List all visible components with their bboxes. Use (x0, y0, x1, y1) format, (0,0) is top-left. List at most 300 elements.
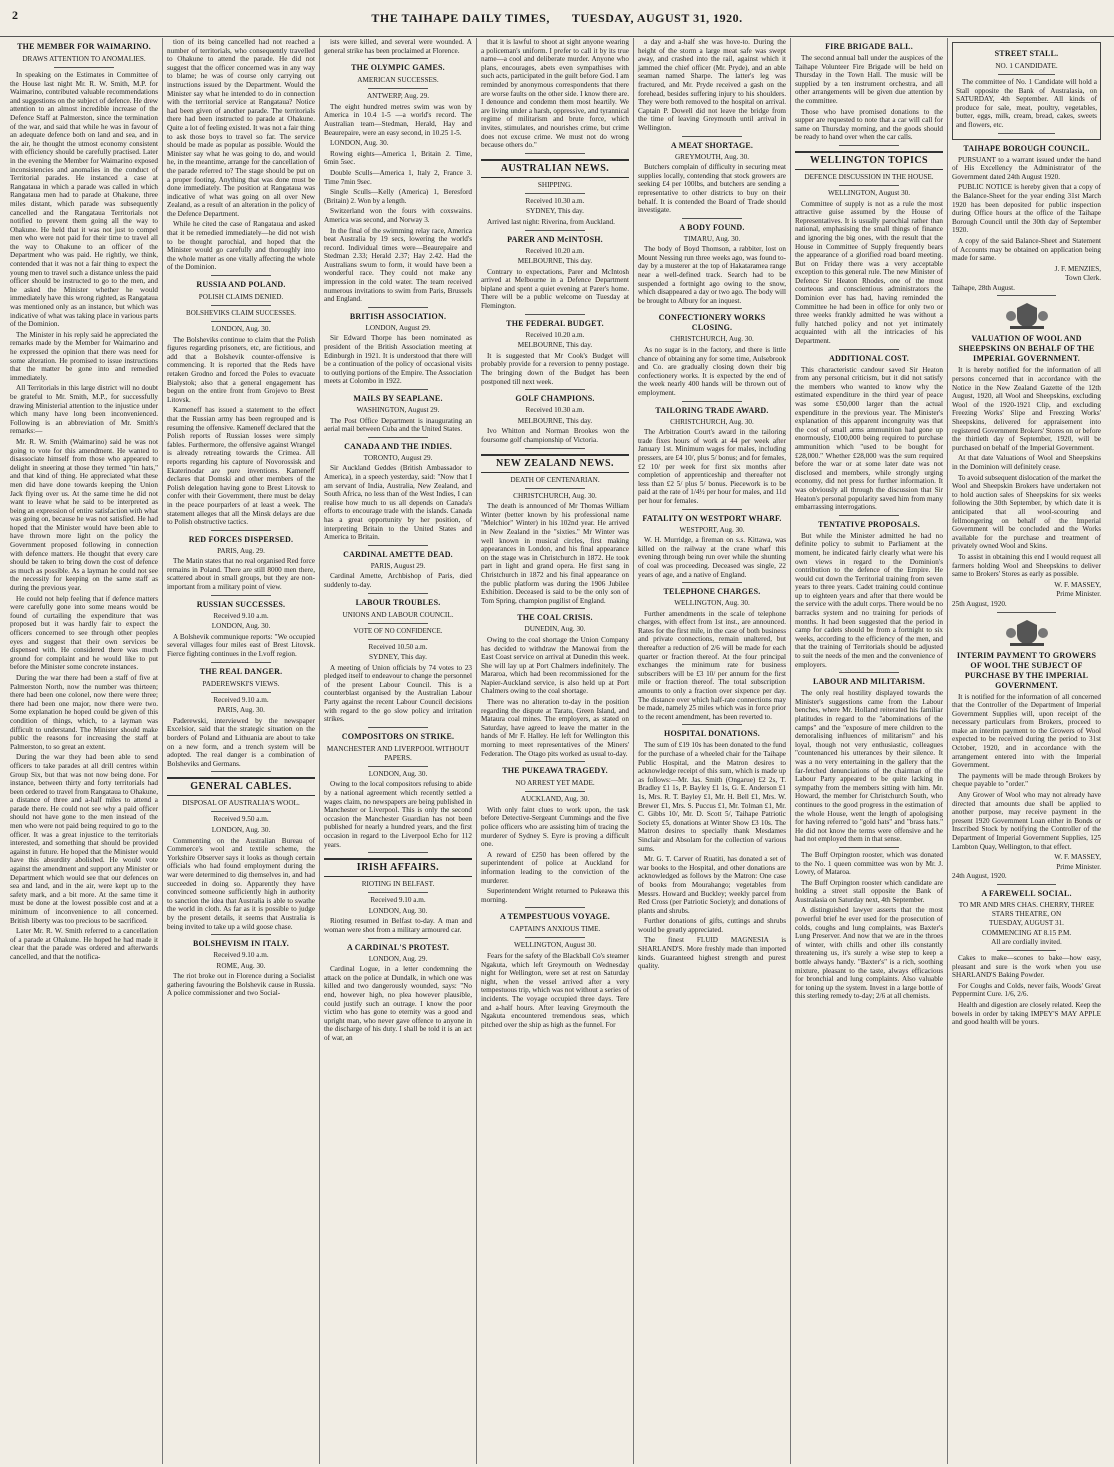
article-headline: THE FEDERAL BUDGET. (506, 318, 604, 328)
article-headline: AUSTRALIAN NEWS. (481, 159, 629, 178)
article-headline: BRITISH ASSOCIATION. (349, 311, 447, 321)
paragraph: During the war there had been a staff of five at Palmerston North, now the number was thirteen; there had been one colonel, now there were three; there had been one major, now there were two. Some explanation he hoped could be given of this condition of things, which, to a layman was difficult to understand. The Minister should make public the reasons for increasing the staff at Palmerston, to so great an extent. (10, 673, 158, 751)
received-time: Received 10.20 a.m. (525, 330, 585, 339)
masthead (0, 0, 1114, 37)
divider-rule (368, 938, 427, 939)
paragraph: It is hereby notified for the information of all persons concerned that in accordance with the Notice in the New Zealand Gazette of the 12th August, 1920, all Wool and Sheepskins, excluding Wool of the 1920-1921 Clip, and excluding Freezing Works' Slipe and Freezing Works' Sheepskins, delivered for appraisement into registered Government Brokers' Stores on or before the thirtieth day of September, 1920, will be purchased on behalf of the Imperial Government. (952, 366, 1101, 452)
divider-rule (368, 639, 427, 640)
paragraph: To avoid subsequent dislocation of the market the Wool and Sheepskin Brokers have undertaken not to hold auction sales of Sheepskins for six weeks following the 30th September, by which date it is anticipated that all wool-scouring and fellmongering on behalf of the Imperial Government will be concluded and the Works available for the purchase and treatment of privately owned Wool and Skins. (952, 473, 1102, 551)
divider-rule (525, 907, 584, 908)
dateline: WESTPORT, Aug. 30. (679, 525, 745, 534)
article (481, 38, 629, 154)
divider-rule (211, 595, 270, 596)
article-headline: THE MEMBER FOR WAIMARINO. (17, 42, 151, 51)
article-headline: TAILORING TRADE AWARD. (655, 405, 769, 415)
dateline: MELBOURNE, This day. (517, 416, 593, 425)
dateline: CHRISTCHURCH, Aug. 30. (513, 491, 597, 500)
article-headline: A TEMPESTUOUS VOYAGE. (500, 912, 610, 922)
paragraph: Cakes to make—scones to bake—how easy, pleasant and sure is the work when you use SHARLAND'S Baking Powder. (952, 953, 1101, 980)
divider-rule (368, 892, 427, 893)
paragraph: Owing to the coal shortage the Union Company has decided to withdraw the Manowai from the East Coast service on arrival at Dunedin this week. She will lay up at Port Chalmers indefinitely. The Mararoa, which had been recommissioned for the Napier-Auckland service, is also held up at Port Chalmers owing to the coal shortage. (481, 635, 629, 696)
article (952, 42, 1101, 140)
paragraph: Double Sculls—America 1, Italy 2, France 3. Time 7min 9sec. (324, 168, 472, 186)
signature: W. F. MASSEY, (1054, 580, 1101, 589)
paragraph: Ivo Whitton and Norman Brookes won the foursome golf championship of Victoria. (481, 427, 629, 444)
divider-rule (368, 852, 427, 853)
paragraph: The eight hundred metres swim was won by America in 10.4 1-5 —a world's record. The Australian team—Stedman, Herald, Hay and Beaurepaire, were an easy second, in 10.25 1-5. (324, 102, 472, 137)
paragraph: Any Grower of Wool who may not already have directed that amounts due shall be applied to another purpose, may receive payment in the present 1920 Government Loan either in Bonds or Inscribed Stock by notifying the Controller of the Department of Imperial Government Supplies, 125 Lambton Quay, Wellington, to that effect. (952, 791, 1101, 851)
received-time: Received 10.30 a.m. (525, 406, 585, 415)
article-headline: LABOUR AND MILITARISM. (812, 677, 926, 687)
dateline: CHRISTCHURCH, Aug. 30. (670, 417, 754, 426)
dateline: SYDNEY, This day. (369, 653, 427, 662)
paragraph: It is notified for the information of all concerned that the Controller of the Department of Imperial Government Supplies will, upon receipt of the necessary particulars from Brokers, proceed to make an interim payment to the Growers of Wool expected to be received during the period to 31st October, 1920, and in accordance with the arrangement entered into with the Imperial Government. (952, 692, 1101, 770)
paragraph: Switzerland won the fours with coxswains. America was second, and Norway 3. (324, 207, 472, 224)
dateline: LONDON, Aug. 30. (211, 622, 271, 631)
received-time: Received 9.10 a.m. (213, 695, 269, 704)
paragraph: The Buff Orpington rooster which candidate are holding a street stall opposite the Bank of Australasia on Saturday next, 4th September. (795, 878, 943, 904)
article (638, 141, 786, 219)
received-time: Received 10.50 a.m. (368, 642, 428, 651)
dateline: ANTWERP, Aug. 29. (366, 92, 430, 101)
paragraph: a day and a-half she was hove-to. During the height of the storm a large meat safe was swept away, and crashed into the rail, against which it jammed the chief officer (Mr. Pryde), and an able seaman named Sharpe. The latter's leg was fractured, and Mr. Pryde received a gash on the forehead, besides suffering injury to his shoulders. They were both removed to the hospital on arrival. Captain P. Dowell did not leave the bridge from the time of leaving Greymouth until arrival in Wellington. (638, 38, 786, 132)
divider-rule (839, 672, 898, 673)
divider-rule (211, 771, 270, 772)
dateline: LONDON, Aug. 29. (368, 954, 428, 963)
page-number: 2 (12, 8, 19, 22)
dateline: LONDON, Aug. 30. (368, 769, 428, 778)
article-subhead: VOTE OF NO CONFIDENCE. (353, 626, 443, 635)
paragraph: Cardinal Amette, Archbishop of Paris, died suddenly to-day. (324, 572, 472, 589)
paragraph: Sir Edward Thorpe has been nominated as president of the British Association meeting at Edinburgh in 1921. It is understood that there will be a continuation of the policy of occasional visits to outlying portions of the Empire. The Association meets at Colombo in 1922. (324, 334, 472, 386)
divider-rule (368, 593, 427, 594)
divider-rule (998, 74, 1054, 75)
article-headline: PARER AND McINTOSH. (507, 234, 603, 244)
paragraph: During the war they had been able to send officers to take parades at all drill centres within Group Six, but that was not now being done. For instance, between thirty and forty territorials had been ordered to travel from Rangataua to Ohakune, a distance of three and a-half miles to attend a parade there. He could not see why a paid officer should not have gone to the men instead of the men who were not paid being required to go to the officer. It was a great injustice to the territorials interested, and something that should be provided against in future. He hoped that the Minister would have this absurdity abolished. He would vote against the amendment and support any Minister or Department which would see that our defences on sea and land, and in the air, were kept up to the safety mark, and a bit more. At the same time it must be done at the lowest possible cost and at a minimum of inconvenience to all concerned. British liberty was too precious to be sacrificed. (10, 753, 158, 925)
article-headline: VALUATION OF WOOL AND SHEEPSKINS ON BEHALF OF THE IMPERIAL GOVERNMENT. (958, 334, 1095, 364)
divider-rule (368, 58, 427, 59)
paragraph: The Arbitration Court's award in the tailoring trade fixes hours of work at 44 per week after January 1st. Minimum wages for males, including pressers, are £4 10/, plus 5/ bonus; and for females, £2 10/ per week for first six months after completion of apprenticeship and thereafter not less than £2 5/ plus 5/ bonus. Piecework is to be paid at the rate of 1/4½ per hour for males, and 11d per hour for females. (638, 428, 786, 505)
paragraph: A meeting of Union officials by 74 votes to 23 pledged itself to endeavour to change the personnel of the present Labour Council. This is a counterblast organised by the Australian Labour Party against the recent Labour Council decisions with regard to the go slow policy and irritation strikes. (324, 663, 472, 724)
article (167, 280, 315, 531)
divider-rule (997, 950, 1057, 951)
divider-rule (682, 509, 741, 510)
divider-rule (839, 185, 898, 186)
paragraph: PUBLIC NOTICE is hereby given that a copy of the Balance-Sheet for the year ending 31st March 1920 has been deposited for public inspection during Office hours at the office of the Taihape Borough Council until the 30th day of September 1920. (952, 183, 1101, 235)
divider-rule (839, 349, 898, 350)
divider-rule (368, 545, 427, 546)
article (167, 939, 315, 998)
divider-rule (368, 623, 427, 624)
divider-rule (525, 153, 584, 154)
paragraph: With only faint clues to work upon, the task before Detective-Sergeant Cummings and the five police officers who are assisting him of tracing the murderer of Sydney S. Eyre is proving a difficult one. (481, 805, 629, 849)
paragraph: Rioting resumed in Belfast to-day. A man and woman were shot from a military armoured car. (324, 917, 472, 934)
divider-rule (211, 692, 270, 693)
dateline: TIMARU, Aug. 30. (683, 234, 741, 243)
dateline: WELLINGTON, August 30. (513, 941, 597, 950)
article (795, 520, 943, 674)
divider-rule (525, 314, 584, 315)
article (167, 777, 315, 935)
paragraph: A reward of £250 has been offered by the superintendent of police at Auckland for information leading to the conviction of the murderer. (481, 850, 629, 885)
paragraph: A copy of the said Balance-Sheet and Statement of Accounts may be obtained on application being made for same. (952, 236, 1101, 263)
article (10, 42, 158, 962)
article (795, 42, 943, 146)
paragraph: In the final of the swimming relay race, America beat Australia by 19 secs, lowering the world's record. Individual times were—Beaurepaire and Stedman 2.33; Herald 2.37; Hay 2.42. Had the Australians swum to form, it would have been a wonderful race. They could not make any impression in the cold water. The team received numerous invitations to swim from Paris, Brussels and England. (324, 226, 472, 304)
article-subhead: RIOTING IN BELFAST. (361, 880, 435, 889)
dateline: PARIS, Aug. 30. (217, 706, 265, 715)
place-date: 25th August, 1920. (952, 599, 1007, 608)
dateline: LONDON, Aug. 30. (368, 906, 428, 915)
received-time: Received 10.30 a.m. (525, 196, 585, 205)
paragraph: The sum of £19 10s has been donated to the fund for the purchase of a wheeled chair for the Taihape Public Hospital, and the Matron desires to acknowledge receipt of this sum, which is made up as follows:—Mr. Jas. Smith (Ongarue) £2 2s, T. Bradley £1 1s, P. Bayley £1 1s, G. E. Anderson £1 1s, Mrs. R. T. Bayley £1, Mr. H. Bell £1, Mrs. W. Brewer £1, Mrs. S. Puccus £1, Mr. Tolman £1, Mr. C. Gibbs 10/, Mr. D. Scott 5/, Taihape Patriotic Society £5, donations at Winter Show £3 10s. The Matron desires to specially thank Mesdames Sinclair and Absolam for the collection of various sums. (638, 741, 786, 853)
paragraph: A Bolshevik communique reports: "We occupied several villages four miles east of Brest Litovsk. Fierce fighting continues in the Lvoff region. (167, 632, 315, 659)
paragraph: TUESDAY, AUGUST 31. (989, 919, 1064, 928)
divider-rule (682, 308, 741, 309)
paragraph: The committee of No. 1 Candidate will hold a Stall opposite the Bank of Australasia, on SATURDAY, 4th September. All kinds of produce for sale, meat, poultry, vegetables, butter, eggs, milk, cream, bread, cakes, sweets and flowers, etc. (956, 78, 1097, 129)
divider-rule (368, 437, 427, 438)
article-headline: NEW ZEALAND NEWS. (481, 454, 629, 473)
paragraph: Paderewski, interviewed by the newspaper Excelsior, said that the strategic situation on the borders of Poland and Lithuania are about to take on a new form, and a trench system will be adopted. The real danger is a combination of Bolsheviks and Germans. (167, 716, 315, 768)
paragraph: As no sugar is in the factory, and there is little chance of obtaining any for some time, Aulsebrook and Co. are gradually closing down their big confectionery works. It is expected by the end of the week nearly 400 hands will be thrown out of employment. (638, 346, 786, 397)
article (324, 943, 472, 1043)
divider-rule (525, 761, 584, 762)
article (481, 613, 629, 762)
received-time: Received 9.10 a.m. (370, 896, 426, 905)
dateline: ROME, Aug. 30. (216, 961, 266, 970)
signature-title: Prime Minister. (1056, 590, 1101, 599)
divider-rule (368, 307, 427, 308)
paragraph: This characteristic candour saved Sir Heaton from any personal criticism, but it did not satisfy the members who wanted to know why the estimated expenditure in the third year of peace was some £50,000 larger than the actual expenditure in the previous year. The Minister's explanation of this apparent incongruity was that the cost of small arms ammunition had gone up enormously, £100,000 being required to purchase ammunition which "used to be bought for £28,000." Whether £28,000 was the sum required before the war or at some later date was not disclosed and members, while strongly urging economy, did not press for further information. It was obviously all through the discussion that Sir Heaton's personal popularity saved him from many embarrassing interrogations. (795, 365, 943, 512)
article-subhead: PADEREWSKI'S VIEWS. (202, 679, 280, 688)
article-headline: STREET STALL. (994, 49, 1059, 58)
dateline: PARIS, Aug. 29. (217, 546, 265, 555)
divider-rule (682, 724, 741, 725)
article (167, 600, 315, 663)
signature: W. F. MASSEY, (1054, 853, 1101, 862)
article-headline: GOLF CHAMPIONS. (515, 394, 595, 404)
divider-rule (682, 218, 741, 219)
column-6 (791, 38, 948, 1464)
article-headline: CONFECTIONERY WORKS CLOSING. (658, 313, 766, 333)
article-headline: FATALITY ON WESTPORT WHARF. (642, 513, 782, 523)
paragraph: A distinguished lawyer asserts that the most powerful brief he ever used for the prosecution of colds, coughs and lung complaints, was Baxter's Lung Preserver. And now that we are in the throes of winter, with chills and other ills constantly threatening us, it's surely a wise step to keep a bottle always handy. "Baxter's" is a rich, soothing mixture, pleasant to the taste, always efficacious for bronchial and lung complaints. Also valuable for toning up the system. Invest in a large bottle of this sterling remedy to-day; 2/6 at all chemists. (795, 906, 943, 1001)
article (324, 732, 472, 853)
article (481, 159, 629, 231)
paragraph: Further donations of gifts, cuttings and shrubs would be greatly appreciated. (638, 917, 786, 934)
article-headline: CANADA AND THE INDIES. (344, 441, 452, 451)
divider-rule (525, 608, 584, 609)
paragraph: The riot broke out in Florence during a Socialist gathering favouring the Bolshevik cause in Russia. A police commissioner and two Social- (167, 972, 315, 998)
article-headline: THE PUKEAWA TRAGEDY. (502, 766, 608, 776)
divider-rule (839, 145, 898, 146)
paragraph: To assist in obtaining this end I would request all farmers holding Wool and Sheepskins to deliver same to Brokers' Stores as early as possible. (952, 552, 1101, 579)
dateline: LONDON, August 29. (365, 323, 431, 332)
article (481, 454, 629, 610)
article-headline: TENTATIVE PROPOSALS. (818, 519, 920, 529)
divider-rule (682, 136, 741, 137)
article (324, 550, 472, 594)
article (324, 598, 472, 728)
article-headline: THE COAL CRISIS. (517, 613, 593, 623)
paragraph: Owing to the local compositors refusing to abide by a national agreement which recently settled a wages claim, no newspapers are being published in Manchester or Liverpool. This is only the second occasion the Manchester Guardian has not been published for nearly a hundred years, and the first occasion in regard to the Liverpool Echo for 112 years. (324, 780, 472, 849)
dateline: WASHINGTON, August 29. (356, 406, 440, 414)
paragraph: At that date Valuations of Wool and Sheepskins in the Dominion will definitely cease. (952, 454, 1101, 471)
article (167, 535, 315, 596)
article (324, 442, 472, 546)
divider-rule (211, 662, 270, 663)
article-subhead: NO ARREST YET MADE. (515, 779, 595, 788)
article-headline: THE REAL DANGER. (199, 666, 283, 676)
dateline: GREYMOUTH, Aug. 30. (674, 152, 750, 161)
coat-of-arms-icon (1004, 300, 1050, 330)
article (638, 729, 786, 970)
article (638, 406, 786, 510)
article-headline: RUSSIAN SUCCESSES. (196, 599, 286, 609)
received-time: Received 9.10 a.m. (213, 951, 269, 960)
article (638, 313, 786, 401)
divider-rule (997, 612, 1057, 613)
paragraph: ists were killed, and several were wounded. A general strike has been proclaimed at Florence. (324, 38, 472, 55)
article-subhead: MANCHESTER AND LIVERPOOL WITHOUT PAPERS. (326, 744, 470, 762)
article-headline: CARDINAL AMETTE DEAD. (343, 549, 453, 559)
article-subhead: POLISH CLAIMS DENIED. (198, 293, 284, 302)
paragraph: that it is lawful to shoot at sight anyone wearing a policeman's uniform. I prefer to call it by its true name—a cool and deliberate murder. Anyone who plans, encourages, abets even sympathises with such acts, participated in the guilt before God. I am reminded by anonymous correspondents that there are worse faults on the other side. I know there are. I denounce and condemn them most heartily. We are living under a harsh, oppressive, and tyrannical regime of militarism and brute force, which invites, stimulates, and nourishes crime, but crime does not excuse crime. We must not do wrong because others do." (481, 38, 629, 150)
article-subhead: DRAWS ATTENTION TO ANOMALIES. (22, 55, 146, 63)
dateline: PARIS, August 29. (370, 561, 426, 570)
article-headline: COMPOSITORS ON STRIKE. (341, 731, 455, 741)
article (481, 319, 629, 391)
article-subhead: CAPTAIN'S ANXIOUS TIME. (509, 925, 601, 934)
divider-rule (997, 884, 1057, 885)
column-3 (320, 38, 477, 1464)
paragraph: PURSUANT to a warrant issued under the hand of His Excellency the Administrator of the Government dated 24th August 1920. (952, 155, 1101, 181)
divider-rule (525, 193, 584, 194)
article-headline: HOSPITAL DONATIONS. (664, 729, 760, 739)
dateline: MELBOURNE, This day. (517, 341, 593, 350)
paragraph: The finest FLUID MAGNESIA is SHARLAND'S. More freshly made than imported kinds. Guaranteed highest strength and purest quality. (638, 936, 786, 971)
paragraph: There was no alteration to-day in the position regarding the dispute at Taratu, Green Island, and Mataura coal mines. The employers, as stated on Saturday, have agreed to leave the matter in the hands of Mr F. Halley. He left for Wellington this morning to meet representatives of the Miners' Federation. The Otago pits worked as usual to-day. (481, 698, 629, 758)
paragraph: But while the Minister admitted he had no definite policy to submit to Parliament at the moment, he indicated fairly clearly what were his own views in regard to the Dominion's contribution to the defence of the Empire. He would cut down the Territorial training from seven years to three years. Cadet training could continue up to eighteen years and after that there would be the service with the adult corps. There would be no barracks system and no training for periods of months. It had been suggested that the period in camp for cadets should be from a fortnight to six weeks, according to the efficiency of the men, and that the training of Territorials should be adjusted to suit the needs of the men and the convenience of employers. (795, 531, 943, 669)
paragraph: The only real hostility displayed towards the Minister's suggestions came from the Labour benches, where Mr. Holland reiterated his familiar platitudes in regard to the "abominations of the camps" and the "exposure of mere children to the demoralising influences of militarism" and his loyal, though not very enthusiastic, colleagues "countenanced his utterances by their silence. It was a no very entertaining in the gallery that the far-fetched denunciations of the chairman of the Labour Party appeared to be quite lacking in sympathy from the members sitting with him. Mr. Howard, the member for Christchurch South, who continues to the good progress in the estimation of the whole House, went the length of apologising for having referred to "gold hats" and "brass hats." He did not know the terms were offensive and he had not employed them in that sense. (795, 689, 943, 844)
paragraph: Fears for the safety of the Blackball Co's steamer Ngakuta, which left Greymouth on Wednesday night for Wellington, were set at rest on Saturday night, when the vessel arrived after a very tempestuous trip, which was not without a series of incidents. The voyage occupied three days. Tere and a-half hours. After leaving Greymouth the Ngakuta encountered tremendous seas, which pitched over the ship as high as the funnel. For (481, 951, 629, 1029)
dateline: CHRISTCHURCH, Aug. 30. (670, 335, 754, 344)
paragraph: COMMENCING AT 8.15 P.M. (981, 928, 1072, 937)
paragraph: The second annual ball under the auspices of the Taihape Volunteer Fire Brigade will be held on Thursday in the Town Hall. The music will be supplied by a ten instrument orchestra, and all other arrangements will be given due attention by the committee. (795, 54, 943, 105)
paragraph: The Bolsheviks continue to claim that the Polish figures regarding prisoners, etc, are fictitious, and add that a Bolshevik counter-offensive is commencing. It is reported that the Reds have retaken Grodno and forced the Poles to evacuate Bialystok; also that a general engagement has begun on the entire front from Grojevo to Brest Litovsk. (167, 335, 315, 404)
divider-rule (525, 389, 584, 390)
divider-rule (525, 937, 584, 938)
article-subhead: DISPOSAL OF AUSTRALIA'S WOOL. (182, 799, 300, 808)
paragraph: Health and digestion are closely related. Keep the bowels in order by taking IMPEY'S MAY APPLE and good health will be yours. (952, 1000, 1101, 1027)
divider-rule (211, 321, 270, 322)
paragraph: LONDON, Aug. 30. (330, 139, 389, 148)
divider-rule (211, 530, 270, 531)
paragraph: Cardinal Logue, in a letter condemning the attack on the police at Dundalk, in which one was killed and two dangerously wounded, says: "No end, however high, no plea however plausible, could justify such an outrage. I know the poor victim who has gone to eternity was a good and upright man, who never gave offence to anyone in the discharge of his duty. I shall be told it is an act of war, an (324, 965, 472, 1042)
paragraph: Sir Auckland Geddes (British Ambassador to America), in a speech yesterday, said: "Now that I am servant of India, Australia, New Zealand, and South Africa, no less than of the West Indies, I can realise how much to us all depends on Canada's efforts to encourage trade with the islands. Canada has a great opportunity by her position, of interpreting Britain to the United States and America to Britain. (324, 464, 472, 542)
paragraph: Later Mr. R. W. Smith referred to a cancellation of a parade at Ohakune. He hoped he had made it clear that the parade was ordered and afterwards cancelled, and that the notifica- (10, 927, 158, 961)
article (952, 889, 1101, 951)
paragraph: Arrived last night: Riverina, from Auckland. (487, 217, 615, 226)
article-headline: GENERAL CABLES. (167, 777, 315, 796)
paragraph: The Minister in his reply said he appreciated the remarks made by the Member for Waimarino and he expressed the opinion that there was need for some alteration. He promised to issue instructions that the matter be gone into and remedied immediately. (10, 330, 158, 382)
divider-rule (525, 230, 584, 231)
article (481, 394, 629, 448)
article-subhead: SHIPPING. (537, 180, 573, 189)
article-headline: RUSSIA AND POLAND. (196, 280, 286, 290)
article (952, 954, 1101, 1027)
divider-rule (525, 791, 584, 792)
divider-rule (368, 766, 427, 767)
article-subhead: DEATH OF CENTENARIAN. (510, 475, 600, 484)
paragraph: Kameneff has issued a statement to the effect that the Russian army has been regrouped and is resuming the offensive. Kameneff declared that the Polish reports of Russian losses were simply fables. Furthermore, the offensive against Wrangel is already retreating towards the Crimea. All reports regarding his capture of Novorossisk and Ekaterinodar are pure inventions. Kameneff declares that Domski and other members of the Polish delegation having gone to Brest Litovsk to confer with their Government, there must be delay in the peace pourparlers of at least a week. The statement alleges that all the Minsk delays are due to Polish obstructive tactics. (167, 406, 315, 527)
dateline: WELLINGTON, August 30. (827, 188, 911, 197)
paragraph: Mr. G. T. Carver of Ruatiti, has donated a set of war books to the Hospital, and other donations are acknowledged as follows by the Matron: One case of books from Mourahango; vegetables from Messrs. Howard and Buckley; weekly parcel from Red Cross (per Patriotic Society); and donations of plants and shrubs. (638, 855, 786, 915)
paragraph: It is suggested that Mr Cook's Budget will probably provide for a reversion to penny postage. The bringing down of the Budget has been postponed till next week. (481, 351, 629, 386)
article-headline: LABOUR TROUBLES. (355, 597, 441, 607)
article (795, 151, 943, 350)
article (324, 858, 472, 938)
divider-rule (211, 305, 270, 306)
paragraph: W. H. Murridge, a fireman on s.s. Kittawa, was killed on the railway at the crane wharf this evening through being run over while the shunting of coal was proceeding. Deceased was single, 22 years of age, and a native of England. (638, 536, 786, 579)
divider-rule (525, 448, 584, 449)
article (324, 38, 472, 59)
column-2 (163, 38, 320, 1464)
dateline: DUNEDIN, Aug. 30. (524, 625, 586, 634)
paragraph: Butchers complain of difficulty in securing meat supplies locally, contending that stock growers are seeking £4 per 100lbs, and butchers are sending a representative to other districts to buy on their behalf. It is contended the Board of Trade should investigate. (638, 163, 786, 215)
paragraph: The body of Boyd Thomson, a rabbiter, lost on Mount Nessing run three weeks ago, was found to-day by a musterer at the top of Hakataramea range near a well-defined track. Search had to be suspended a fortnight ago owing to the snow, which disappeared a day or two ago. The body will be brought to Albury for an inquest. (638, 245, 786, 305)
article (952, 617, 1101, 885)
divider-rule (368, 88, 427, 89)
divider-rule (211, 934, 270, 935)
article (167, 38, 315, 276)
divider-rule (997, 295, 1057, 296)
issue-date: TUESDAY, AUGUST 31, 1920. (571, 10, 743, 25)
dateline: MELBOURNE, This day. (517, 257, 593, 266)
divider-rule (54, 67, 113, 68)
divider-rule (211, 275, 270, 276)
paragraph: tion of its being cancelled had not reached a number of territorials, who consequently travelled to Ohakune to attend the parade. He did not suggest that the officer concerned was in any way to blame; he was of course only carrying out instructions issued by the Department. Would the Minister say what he intended to do in connection with the territorial service at Rangataua? Notice had been given of another parade. The territorials there had been instructed to parade at Ohakune. Quite a lot of feeling existed. It was not a fair thing to ask those boys to travel so far. The service should be made as popular as possible. Would the Minister say what he was going to do, and would he, in the meantime, arrange for the cancellation of the parade referred to? The stage should be put on a proper footing. Anything that was done must be done immediately. The position at Rangataua was indicative of what was going on all over New Zealand, as a result of an alteration in the policy of the Defence Department. (167, 38, 315, 218)
place-date: Taihape, 28th August. (952, 283, 1015, 292)
place-date: 24th August, 1920. (952, 872, 1007, 881)
article-headline: A MEAT SHORTAGE. (670, 140, 754, 150)
paragraph: The death is announced of Mr Thomas William Winter (better known by his professional name "Melchior" Winter) in his 102nd year. He arrived in New Zealand in the "sixties." Mr Winter was well known in musical circles, first making appearances in London, and his final appearance on the stage was in Christchurch in 1872. He took part in light and grand opera. He first sang in Christchurch in 1872 and his final appearance on the public platform was during the 1906 Jubilee Exhibition. Deceased is said to be the only son of Tom Spring, champion pugilist of England. (481, 502, 629, 605)
article (795, 851, 943, 1001)
column-5 (634, 38, 791, 1464)
paragraph: The Buff Orpington rooster, which was donated to the No. 1 queen committee was won by Mr. J. Lowry, of Mataroa. (795, 850, 943, 877)
article (638, 587, 786, 725)
article-headline: TELEPHONE CHARGES. (663, 587, 761, 597)
article-subhead: NO. 1 CANDIDATE. (995, 62, 1058, 70)
article-headline: ADDITIONAL COST. (829, 353, 909, 363)
paragraph: The payments will be made through Brokers by cheque payable to "order." (952, 771, 1101, 789)
paragraph: Mr. R. W. Smith (Waimarino) said he was not going to vote for this amendment. He wanted to disassociate himself from those who appeared to delight in sneering at those they termed "tin hats," and that kind of thing. He appreciated what these men did have done towards keeping the Union Jack flying over us. At the same time he did not want to leave what he said to be interpreted as being an expression of entire satisfaction with what was going on, because he was not satisfied. He had hoped that the Minister would have been able to have thrown more light on the policy the Government proposed following in connection with defence matters. He thought that every care should be taken to bring down the cost of defence as much as possible. As a layman he could not see the necessity for keeping on the same staff as during the previous year. (10, 437, 158, 593)
article (167, 667, 315, 773)
paragraph: All are cordially invited. (991, 938, 1062, 947)
column-1 (6, 38, 163, 1464)
article-subhead: AMERICAN SUCCESSES. (357, 76, 439, 85)
article-headline: INTERIM PAYMENT TO GROWERS OF WOOL THE SUBJECT OF PURCHASE BY THE IMPERIAL GOVERNMENT. (956, 650, 1097, 690)
dateline: LONDON, Aug. 30. (211, 325, 271, 334)
divider-rule (211, 811, 270, 812)
signature-title: Town Clerk. (1065, 274, 1101, 283)
article (795, 677, 943, 848)
paragraph: Rowing eights—America 1, Britain 2. Time, 6min 5sec. (324, 149, 472, 167)
article (324, 394, 472, 438)
article-subhead: BOLSHEVIKS CLAIM SUCCESSES. (186, 309, 296, 318)
column-7 (948, 38, 1105, 1464)
paragraph: The Post Office Department is inaugurating an aerial mail between Cuba and the United States. (324, 416, 472, 434)
divider-rule (525, 488, 584, 489)
paragraph: Contrary to expectations, Parer and McIntosh arrived at Melbourne in a Defence Department biplane and spent a quiet evening at Parer's home. There will be a public welcome on Tuesday at Flemington. (481, 267, 629, 311)
article-headline: FIRE BRIGADE BALL. (825, 42, 913, 51)
received-time: Received 10.20 a.m. (525, 246, 585, 255)
article (952, 300, 1101, 612)
received-time: Received 9.10 a.m. (213, 611, 269, 620)
paragraph: Single Sculls—Kelly (America) 1, Beresford (Britain) 2. Won by a length. (324, 188, 472, 205)
article-headline: A FAREWELL SOCIAL. (981, 888, 1072, 898)
article (324, 63, 472, 308)
paragraph: Commenting on the Australian Bureau of Commerce's wool and textile scheme, the Yorkshire Observer says it looks as though certain officials who had found employment during the war were determined to dig themselves in, and had succeeded in doing so. Apparently they have convinced someone sufficiently high in authority to sanction the idea that Australia is able to swathe the world in cloth. As far as it is possible to judge by the present details, it seems that Australia is being invited to take up a wild goose chase. (167, 836, 315, 931)
signature: J. F. MENZIES, (1054, 264, 1101, 273)
article-headline: THE OLYMPIC GAMES. (351, 63, 445, 73)
article-headline: A BODY FOUND. (679, 222, 745, 232)
article-headline: MAILS BY SEAPLANE. (353, 394, 443, 403)
divider-rule (682, 401, 741, 402)
paragraph: Committee of supply is not as a rule the most attractive guise assumed by the House of Representatives. It is usually parochial rather than national, emphasising the small things of finance and ignoring the big ones, with the result that the House in Committee of Supply frequently bears the appearance of a glorified road board meeting. But on Friday there was a very acceptable exception to this general rule. The new Minister of Defence Sir Heaton Rhodes, one of the most courteous and conscientious administrators the Dominion ever has had, having reminded the Committee he had been in office for only two or three weeks frankly admitted he was without a fully hatched policy and not yet intimately acquainted with all the intricacies of his Department. (795, 199, 943, 346)
article (481, 912, 629, 1029)
article (481, 766, 629, 908)
article-headline: TAIHAPE BOROUGH COUNCIL. (963, 143, 1090, 153)
article (638, 514, 786, 584)
newspaper-title: THE TAIHAPE DAILY TIMES, (371, 10, 550, 25)
article-headline: RED FORCES DISPERSED. (188, 534, 294, 544)
paragraph: He could not help feeling that if defence matters were carefully gone into some means would be found of curtailing the expenditure that was proposed but it was hardly fair to expect the officers concerned to see through other peoples eyes and suggest that their own services be dispensed with. He considered there was much ground for complaint and he would like to put before the Minister some concrete instances. (10, 594, 158, 672)
paragraph: All Territorials in this large district will no doubt be grateful to Mr. Smith, M.P., for successfully drawing Ministerial attention to the injustice under which many have long been inconvenienced. Following is an abbreviation of Mr. Smith's remarks:— (10, 384, 158, 436)
paragraph: For Coughs and Colds, never fails, Woods' Great Peppermint Cure. 1/6, 2/6. (952, 981, 1101, 999)
dateline: SYDNEY, This day. (526, 207, 584, 216)
columns (6, 38, 1108, 1464)
divider-rule (998, 133, 1054, 134)
article-headline: A CARDINAL'S PROTEST. (346, 942, 450, 952)
paragraph: Further amendments in the scale of telephone charges, with effect from 1st inst., are announced. Rates for the first mile, in the case of both business and private connections, remain unaltered, but thereafter a reduction of 2/6 will be made for each quarter or fraction thereof. At the four principal exchanges the minimum rate for business subscribers will be £3 10/ per annum for the first mile or fraction thereof. The total subscription amounts to only a fraction over sixpence per day. The distance over which half-rate connections may be made, namely 25 miles which was in force prior to the recent amendment, has been reverted to. (638, 609, 786, 721)
article (481, 235, 629, 315)
article (638, 223, 786, 310)
dateline: AUCKLAND, Aug. 30. (520, 795, 590, 804)
article (952, 144, 1101, 297)
dateline: LONDON, Aug. 30. (211, 825, 271, 834)
dateline: WELLINGTON, Aug. 30. (674, 599, 750, 608)
divider-rule (368, 389, 427, 390)
article-headline: IRISH AFFAIRS. (324, 858, 472, 877)
article (638, 38, 786, 137)
divider-rule (839, 515, 898, 516)
paragraph: TO MR AND MRS CHAS. CHERRY, THREE STARS THEATRE, ON (958, 900, 1095, 918)
divider-rule (682, 582, 741, 583)
column-4 (477, 38, 634, 1464)
article-headline: WELLINGTON TOPICS (795, 151, 943, 170)
dateline: TORONTO, August 29. (363, 453, 433, 462)
article-subhead: DEFENCE DISCUSSION IN THE HOUSE. (804, 172, 934, 181)
paragraph: The Matin states that no real organised Red force remains in Poland. There are still 8000 men there, scattered about in small groups, but they are non-important from a military point of view. (167, 557, 315, 592)
received-time: Received 9.50 a.m. (213, 815, 269, 824)
paragraph: While he cited the case of Rangataua and asked that it be remedied immediately—he did not wish to be thought parochial, and hoped that the Minister would go carefully and thoroughly into the whole matter as one vitally affecting the whole of the Dominion. (167, 220, 315, 272)
paragraph: Those who have promised donations to the supper are requested to note that a car will call for same on Thursday morning, and the goods should be ready to hand over when the car calls. (795, 107, 943, 142)
paragraph: Superintendent Wright returned to Pukeawa this morning. (481, 887, 629, 904)
coat-of-arms-icon (1004, 617, 1050, 647)
signature-title: Prime Minister. (1056, 862, 1101, 871)
article-headline: BOLSHEVISM IN ITALY. (193, 939, 289, 949)
